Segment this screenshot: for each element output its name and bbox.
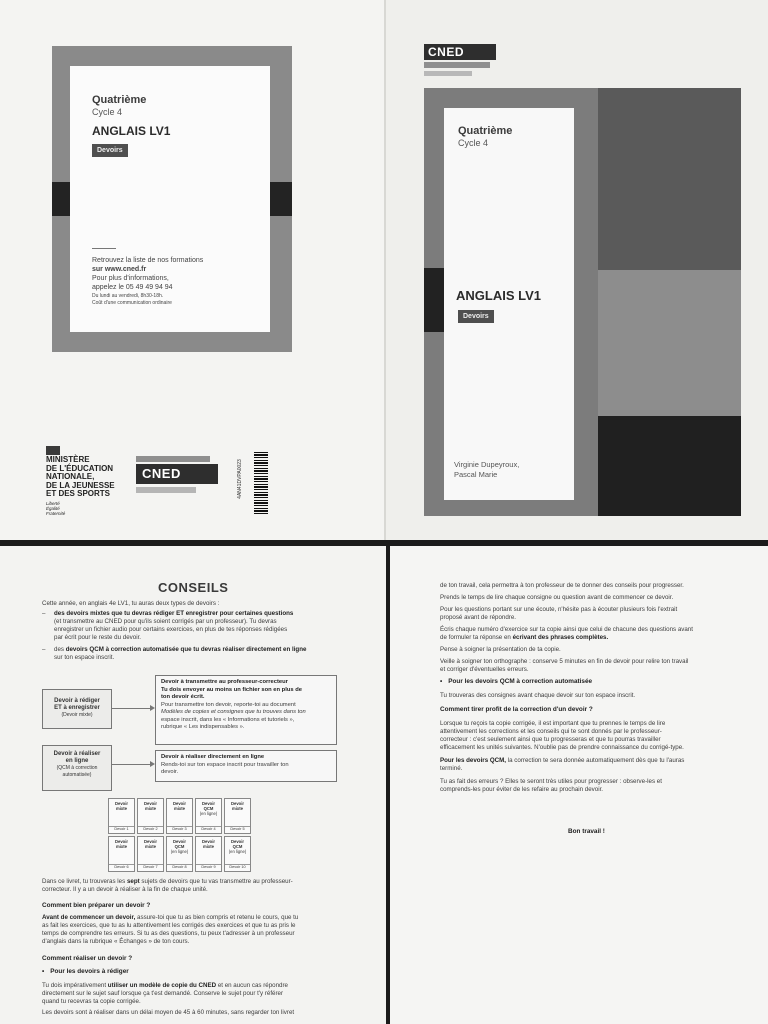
cell-title: Devoir <box>114 839 129 844</box>
box-text: espace inscrit, dans les « Informations et tutoriels », <box>161 716 295 723</box>
logo-stripe <box>136 487 196 493</box>
ministry-line: DE L'ÉDUCATION <box>46 463 114 473</box>
box-text: Modèles de copies et consignes que tu trouves dans ton <box>161 709 306 715</box>
devoir-grid <box>108 798 258 878</box>
devoir-grid-cell <box>166 798 193 834</box>
info-line: appelez le 05 49 49 94 94 <box>92 284 173 291</box>
cell-title: Devoir <box>201 801 216 806</box>
text: Pour les questions portant sur une écoute, n'hésite pas à écouter plusieurs fois l'extrait <box>440 606 678 613</box>
text: Tu as fait des erreurs ? Elles te seront très utiles pour progresser : observe-les et <box>440 778 662 785</box>
cell-label: Devoir 9 <box>196 864 221 870</box>
motto-line: Égalité <box>46 505 60 511</box>
paragraph <box>440 626 760 642</box>
cover-black-band <box>424 268 444 332</box>
box-devoir-qcm <box>42 745 112 791</box>
cover-black-block <box>598 416 741 516</box>
subject-title: ANGLAIS LV1 <box>456 288 541 303</box>
page-title: CONSEILS <box>158 580 229 595</box>
devoir-grid-cell <box>137 836 164 872</box>
front-cover-page <box>384 0 768 540</box>
box-devoir-mixte <box>42 689 112 729</box>
box-sub: automatisée) <box>62 772 92 778</box>
cell-label: Devoir 5 <box>225 826 250 832</box>
box-en-ligne <box>155 750 337 782</box>
cell-type: mixte <box>232 806 243 811</box>
back-cover-page <box>0 0 384 540</box>
text: temps de comprendre tes erreurs. Si tu as des questions, tu peux t'adresser à un professeur <box>42 930 295 937</box>
page-gap <box>386 546 390 1024</box>
cned-logo: CNED <box>424 44 496 60</box>
box-sub: (Devoir mixte) <box>61 712 93 718</box>
text: as fait les exercices, que tu as lu attentivement les corrigés des exercices et que tu as pris le <box>42 922 296 929</box>
paragraph-prepare <box>42 914 372 946</box>
box-title: Devoir à rédiger <box>54 698 100 704</box>
conseils-page <box>0 546 386 1024</box>
text-bold: Pour les devoirs QCM, <box>440 757 507 764</box>
cell-type: mixte <box>145 844 156 849</box>
info-line: Pour plus d'informations, <box>92 275 169 282</box>
box-text: devoir. <box>161 769 179 775</box>
text: assure-toi que tu as bien compris et retenu le cours, que tu <box>135 914 299 921</box>
cycle-label: Cycle 4 <box>458 138 489 148</box>
logo-stripe <box>424 71 472 76</box>
text-bold: sept <box>126 878 140 885</box>
text: Les devoirs sont à réaliser dans un délai moyen de 45 à 60 minutes, sans regarder ton livret <box>42 1009 295 1016</box>
cell-title: Devoir <box>172 801 187 806</box>
paragraph <box>440 658 760 674</box>
cover-light-block <box>598 270 741 416</box>
devoir-grid-cell <box>166 836 193 872</box>
bullet-text: enregistrer un fichier audio pour certains exercices, en plus de tes réponses rédigées <box>54 626 288 633</box>
text: Lorsque tu reçois ta copie corrigée, il est important que tu prennes le temps de lire <box>440 720 666 727</box>
bullet-bold: des devoirs mixtes que tu devras rédiger ET enregistrer pour certaines questions <box>54 610 294 617</box>
text: d'anglais dans la rubrique « Échanges » de ton cours. <box>42 938 190 945</box>
text: efficacement les unités suivantes. N'oublie pas de prendre connaissance du corrigé-type. <box>440 744 684 751</box>
cell-note: (en ligne) <box>228 849 247 854</box>
subject-title: ANGLAIS LV1 <box>92 124 171 138</box>
cell-type: mixte <box>116 844 127 849</box>
paragraph-realiser <box>42 982 372 1017</box>
hours-line: Du lundi au vendredi, 8h30-18h. <box>92 293 164 299</box>
text: Pour les devoirs à rédiger <box>50 968 129 975</box>
text: et corriger d'éventuelles erreurs. <box>440 666 529 673</box>
bullet-heading: • Pour les devoirs à rédiger <box>42 968 129 975</box>
text: Veille à soigner ton orthographe : conserve 5 minutes en fin de devoir pour relire ton travail <box>440 658 689 665</box>
ministry-logo <box>46 456 115 516</box>
devoir-grid-cell <box>195 836 222 872</box>
text-bold: écrivant des phrases complètes. <box>512 634 609 641</box>
text: sujets de devoirs que tu vas transmettre au professeur- <box>139 878 293 885</box>
paragraph: Prends le temps de lire chaque consigne ou question avant de commencer ce devoir. <box>440 594 674 601</box>
cover-dark-block <box>598 88 741 270</box>
closing-line: Bon travail ! <box>568 828 605 835</box>
ministry-line: NATIONALE, <box>46 472 95 481</box>
cell-label: Devoir 7 <box>138 864 163 870</box>
text: de formuler ta réponse en <box>440 634 513 641</box>
cell-type: QCM <box>232 844 243 849</box>
box-bold: ton devoir écrit. <box>161 694 205 700</box>
bullet-text: (et transmettre au CNED pour qu'ils soient corrigés par un professeur). Tu devras <box>54 618 277 625</box>
page-gap <box>0 540 768 546</box>
cell-type: QCM <box>174 844 185 849</box>
text: correcteur : c'est seulement ainsi que tu progresseras et que tu pourras travailler <box>440 736 661 743</box>
devoir-grid-cell <box>224 798 251 834</box>
devoir-grid-cell <box>137 798 164 834</box>
cell-label: Devoir 2 <box>138 826 163 832</box>
motto <box>46 501 115 516</box>
cell-label: Devoir 10 <box>225 864 250 870</box>
box-sub: (QCM à correction <box>56 765 98 771</box>
author-block <box>454 460 519 480</box>
text: Dans ce livret, tu trouveras les <box>42 878 127 885</box>
box-bold: Tu dois envoyer au moins un fichier son en plus de <box>161 686 302 693</box>
advice-page <box>390 546 768 1024</box>
cycle-label: Cycle 4 <box>92 107 123 117</box>
cell-title: Devoir <box>143 801 158 806</box>
page-seam <box>384 0 386 540</box>
cell-title: Devoir <box>201 839 216 844</box>
cell-title: Devoir <box>143 839 158 844</box>
text: et en aucun cas répondre <box>216 982 288 989</box>
devoir-grid-cell <box>108 836 135 872</box>
bullet-item: – des devoirs mixtes que tu devras rédiger ET enregistrer pour certaines questions (et transmettre au CNED pour qu'ils soient corrigés par un professeur). Tu devras enregistrer un fichier audio pour certains exercices, en plus de tes réponses rédigées par écrit pour le reste du devoir. – des devoirs QCM à correction automatisée que tu devras réaliser directement en ligne sur ton espace inscrit. <box>42 610 307 661</box>
section-heading: Comment réaliser un devoir ? <box>42 955 133 962</box>
cell-type: QCM <box>203 806 214 811</box>
cell-title: Devoir <box>230 801 245 806</box>
paragraph <box>440 606 760 622</box>
bullet-text: sur ton espace inscrit. <box>54 654 115 661</box>
text: Écris chaque numéro d'exercice sur ta copie ainsi que celui de chacune des questions avant <box>440 626 693 633</box>
info-line: Retrouvez la liste de nos formations <box>92 257 204 264</box>
bullet-heading: • Pour les devoirs QCM à correction automatisée <box>440 678 593 685</box>
text: correcteur. Il y a un devoir à réaliser à la fin de chaque unité. <box>42 886 208 893</box>
cell-type: mixte <box>174 806 185 811</box>
intro-paragraph: Cette année, en anglais 4e LV1, tu auras deux types de devoirs : <box>42 600 220 607</box>
logo-stripe <box>424 62 490 68</box>
cell-title: Devoir <box>114 801 129 806</box>
box-text: rubrique « Les indispensables ». <box>161 724 245 730</box>
text: Pour les devoirs QCM à correction automatisée <box>448 678 593 685</box>
paragraph <box>440 778 760 794</box>
box-title: ET à enregistrer <box>54 705 100 711</box>
cned-logo: CNED <box>136 464 218 484</box>
arrow-connector <box>111 764 153 765</box>
cell-label: Devoir 3 <box>167 826 192 832</box>
text: proposé avant de répondre. <box>440 614 517 621</box>
cell-label: Devoir 6 <box>109 864 134 870</box>
box-text: Rends-toi sur ton espace inscrit pour travailler ton <box>161 761 289 768</box>
cell-type: mixte <box>203 844 214 849</box>
paragraph: de ton travail, cela permettra à ton professeur de te donner des conseils pour progresser. <box>440 582 684 589</box>
cell-label: Devoir 4 <box>196 826 221 832</box>
info-line: sur www.cned.fr <box>92 266 147 273</box>
barcode <box>254 452 268 514</box>
text: directement sur le sujet sauf lorsque ça t'est demandé. Conserve le sujet pour t'y référer <box>42 990 284 997</box>
bullet-text: par écrit pour le reste du devoir. <box>54 634 142 641</box>
text: terminé. <box>440 765 463 772</box>
logo-stripe <box>136 456 210 462</box>
box-title: Devoir à réaliser <box>53 751 101 757</box>
text-bold: Avant de commencer un devoir, <box>42 914 136 921</box>
paragraph <box>440 720 760 752</box>
cell-label: Devoir 8 <box>167 864 192 870</box>
box-heading: Devoir à réaliser directement en ligne <box>161 754 265 760</box>
text: quand tu recevras ta copie corrigée. <box>42 998 141 1005</box>
devoir-grid-cell <box>108 798 135 834</box>
text: comprends-les pour éviter de les refaire au prochain devoir. <box>440 786 604 793</box>
box-text: Pour transmettre ton devoir, reporte-toi au document <box>161 701 296 708</box>
arrow-connector <box>111 708 153 709</box>
cell-type: mixte <box>145 806 156 811</box>
cell-note: (en ligne) <box>170 849 189 854</box>
info-divider <box>92 248 116 249</box>
box-title: en ligne <box>65 758 89 764</box>
section-heading: Comment bien préparer un devoir ? <box>42 902 151 909</box>
marianne-icon <box>46 446 60 455</box>
motto-line: Liberté <box>46 500 60 506</box>
section-heading: Comment tirer profit de la correction d'un devoir ? <box>440 706 593 713</box>
advice-text <box>440 582 760 794</box>
bullet-text: des <box>54 646 66 653</box>
author-name: Pascal Marie <box>454 470 498 479</box>
level-title: Quatrième <box>92 94 147 106</box>
box-heading: Devoir à transmettre au professeur-correcteur <box>161 679 288 685</box>
paragraph <box>440 757 760 773</box>
motto-line: Fraternité <box>46 510 66 516</box>
ministry-line: DE LA JEUNESSE <box>46 480 115 490</box>
text: attentivement les corrections et les conseils qui te sont donnés par le professeur- <box>440 728 662 735</box>
paragraph: Tu trouveras des consignes avant chaque devoir sur ton espace inscrit. <box>440 692 636 699</box>
box-transmettre <box>155 675 337 745</box>
author-name: Virginie Dupeyroux, <box>454 460 520 469</box>
devoir-grid-cell <box>224 836 251 872</box>
front-white-panel <box>444 108 574 500</box>
cell-type: mixte <box>116 806 127 811</box>
paragraph-after-grid <box>42 878 362 894</box>
text-bold: utiliser un modèle de copie du CNED <box>107 982 217 989</box>
info-block <box>92 256 262 307</box>
ministry-line: MINISTÈRE <box>46 455 90 464</box>
barcode-text: 4AN41DVPA0023 <box>237 459 243 499</box>
cell-note: (en ligne) <box>199 811 218 816</box>
cost-line: Coût d'une communication ordinaire <box>92 300 172 306</box>
devoirs-badge: Devoirs <box>92 144 128 157</box>
paragraph: Pense à soigner la présentation de ta copie. <box>440 646 561 653</box>
text: la correction te sera donnée automatiquement dès que tu l'auras <box>506 757 685 764</box>
bullet-bold: devoirs QCM à correction automatisée que tu devras réaliser directement en ligne <box>65 646 307 653</box>
cell-title: Devoir <box>172 839 187 844</box>
devoirs-badge: Devoirs <box>458 310 494 323</box>
ministry-line: ET DES SPORTS <box>46 489 111 498</box>
text: Tu dois impérativement <box>42 982 108 989</box>
cell-label: Devoir 1 <box>109 826 134 832</box>
level-title: Quatrième <box>458 125 513 137</box>
cell-title: Devoir <box>230 839 245 844</box>
devoir-grid-cell <box>195 798 222 834</box>
